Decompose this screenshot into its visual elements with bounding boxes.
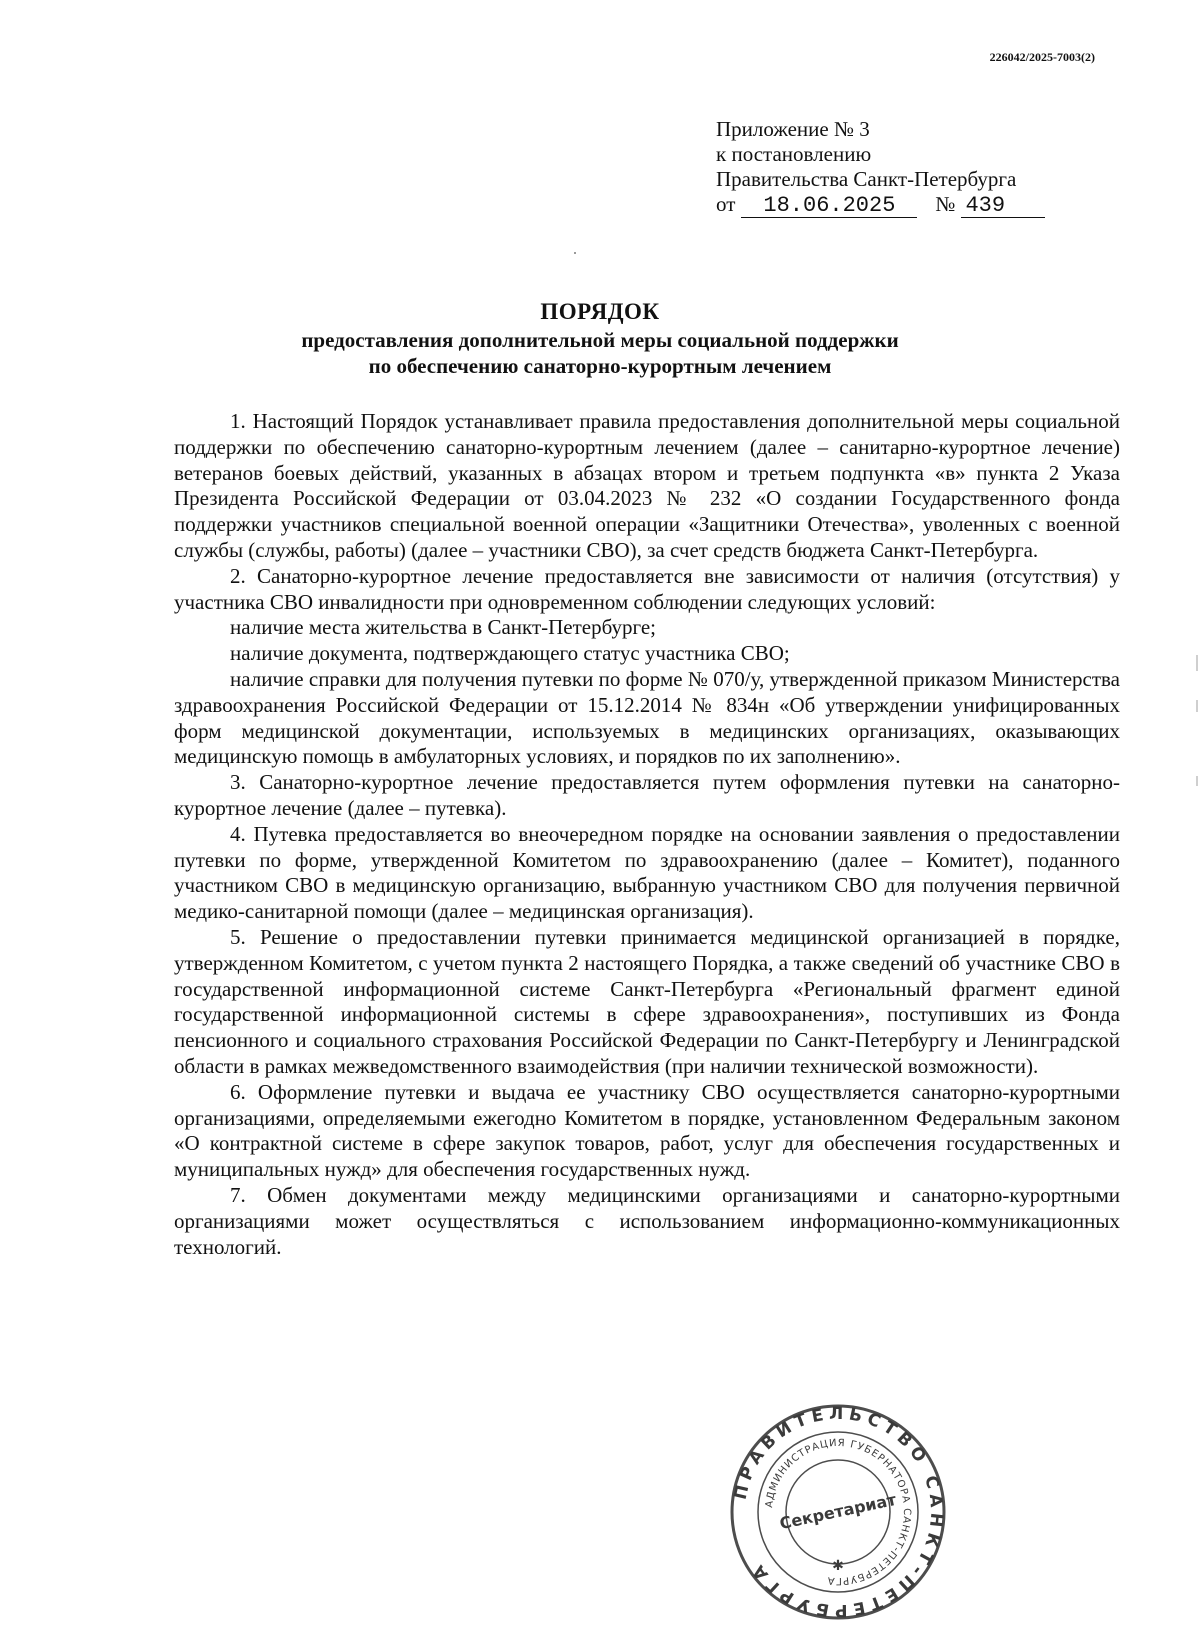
document-body: [174, 409, 1120, 1260]
scan-margin-mark: [1196, 776, 1198, 786]
scan-dot: [574, 252, 576, 254]
scan-margin-mark: [1196, 700, 1198, 712]
document-title: [0, 297, 1200, 379]
registration-number: 226042/2025-7003(2): [989, 50, 1095, 64]
paragraph-7: 7. Обмен документами между медицинскими организациями и санаторно-курортными организациями может осуществляться с использованием информационно-коммуникационных технологий.: [174, 1182, 1120, 1259]
appendix-block: [716, 117, 1156, 218]
paragraph-5: 5. Решение о предоставлении путевки принимается медицинской организацией в порядке, утвержденном Комитетом, с учетом пункта 2 настоящего Порядка, а также сведений об участнике СВО в государственной информационной системе Санкт-Петербурга «Региональный фрагмент единой государственной информационной системы в сфере здравоохранения», поступивших из Фонда пенсионного и социального страхования Российской Федерации по Санкт-Петербургу и Ленинградской области в рамках межведомственного взаимодействия (при наличии технической возможности).: [174, 924, 1120, 1078]
condition-medical-certificate: наличие справки для получения путевки по форме № 070/у, утвержденной приказом Министерства здравоохранения Российской Федерации от 15.12.2014 № 834н «Об утверждении унифицированных форм медицинской документации, используемых в медицинских организациях, оказывающих медицинскую помощь в амбулаторных условиях, и порядков по их заполнению».: [174, 666, 1120, 769]
appendix-line-1: Приложение № 3: [716, 117, 870, 141]
paragraph-4: 4. Путевка предоставляется во внеочередном порядке на основании заявления о предоставлении путевки по форме, утвержденной Комитетом по здравоохранению (далее – Комитет), поданного участником СВО в медицинскую организацию, выбранную участником СВО для получения первичной медико-санитарной помощи (далее – медицинская организация).: [174, 821, 1120, 924]
title-subtitle-2: по обеспечению санаторно-курортным лечением: [368, 354, 832, 378]
paragraph-3: 3. Санаторно-курортное лечение предоставляется путем оформления путевки на санаторно-курортное лечение (далее – путевка).: [174, 770, 1120, 820]
title-main: ПОРЯДОК: [540, 299, 660, 324]
seal-outer-text: ПРАВИТЕЛЬСТВО САНКТ-ПЕТЕРБУРГА: [730, 1403, 947, 1621]
appendix-line-2: к постановлению: [716, 142, 872, 166]
resolution-number: 439: [961, 195, 1045, 218]
date-prefix: от: [716, 192, 736, 216]
condition-status-document: наличие документа, подтверждающего статус участника СВО;: [230, 641, 790, 666]
number-sign: №: [935, 192, 956, 216]
appendix-date-row: [716, 192, 1156, 218]
appendix-line-3: Правительства Санкт-Петербурга: [716, 167, 1017, 191]
condition-residence: наличие места жительства в Санкт-Петербурге;: [230, 615, 656, 640]
seal-star-icon: ✱: [832, 1558, 844, 1574]
title-subtitle-1: предоставления дополнительной меры социальной поддержки: [301, 328, 899, 352]
resolution-date: 18.06.2025: [741, 195, 917, 218]
paragraph-1: 1. Настоящий Порядок устанавливает правила предоставления дополнительной меры социальной поддержки по обеспечению санаторно-курортным лечением (далее – санитарно-курортное лечение) ветеранов боевых действий, указанных в абзацах втором и третьем подпункта «в» пункта 2 Указа Президента Российской Федерации от 03.04.2023 № 232 «О создании Государственного фонда поддержки участников специальной военной операции «Защитники Отечества», уволенных с военной службы (службы, работы) (далее – участники СВО), за счет средств бюджета Санкт-Петербурга.: [174, 409, 1120, 562]
official-seal: [728, 1402, 948, 1622]
scan-margin-mark: [1196, 655, 1198, 671]
seal-inner-text: АДМИНИСТРАЦИЯ ГУБЕРНАТОРА САНКТ-ПЕТЕРБУРГА: [764, 1437, 913, 1587]
paragraph-6: 6. Оформление путевки и выдача ее участнику СВО осуществляется санаторно-курортными организациями, определяемыми ежегодно Комитетом в порядке, установленном Федеральным законом «О контрактной системе в сфере закупок товаров, работ, услуг для обеспечения государственных и муниципальных нужд» для обеспечения государственных нужд.: [174, 1079, 1120, 1182]
paragraph-2: 2. Санаторно-курортное лечение предоставляется вне зависимости от наличия (отсутствия) у участника СВО инвалидности при одновременном соблюдении следующих условий:: [174, 563, 1120, 614]
seal-center-text: Секретариат: [777, 1489, 898, 1534]
